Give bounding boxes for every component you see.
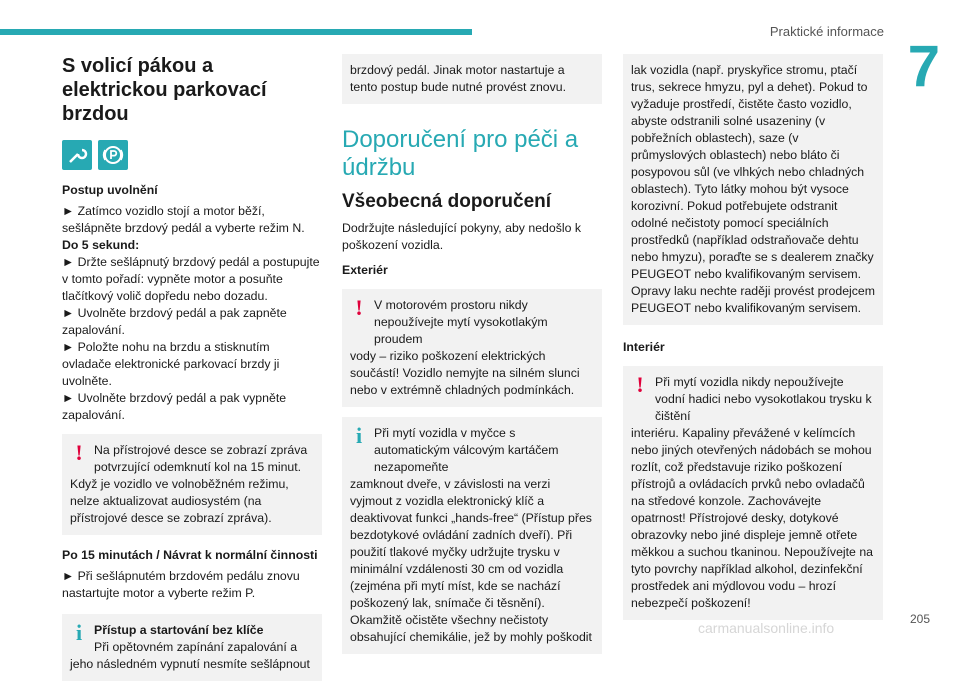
warning-box <box>62 434 322 535</box>
step-text: ► Položte nohu na brzdu a stisknutím ovladače elektronické parkovací brzdy ji uvolněte. <box>62 340 280 388</box>
step-text: ► Zatímco vozidlo stojí a motor běží, sešlápněte brzdový pedál a vyberte režim N. <box>62 204 305 235</box>
section-heading: S volicí pákou a elektrickou parkovací brzdou <box>62 55 267 125</box>
interior-heading: Interiér <box>623 340 665 354</box>
column-2 <box>342 54 602 664</box>
step-text: ► Uvolněte brzdový pedál a pak zapněte zapalování. <box>62 306 287 337</box>
info-text: Při mytí vozidla v myčce s automatickým válcovým kartáčem nezapomeňte <box>374 426 559 474</box>
intro-text: Dodržujte následující pokyny, aby nedošlo k poškození vozidla. <box>342 221 582 252</box>
step-text: ► Držte sešlápnutý brzdový pedál a postupujte v tomto pořadí: vypněte motor a posuňte tlačítkový volič dopředu nebo dozadu. <box>62 255 320 303</box>
warning-text: vody – riziko poškození elektrických součástí! Vozidlo nemyjte na silném slunci nebo v extrémně chladných podmínkách. <box>350 349 580 397</box>
continuation-text: brzdový pedál. Jinak motor nastartuje a tento postup bude nutné provést znovu. <box>350 63 567 94</box>
info-box <box>62 614 322 681</box>
continuation-box <box>623 54 883 325</box>
warning-text: V motorovém prostoru nikdy nepoužívejte mytí vysokotlakým proudem <box>374 298 548 346</box>
warning-text: Při mytí vozidla nikdy nepoužívejte vodní hadici nebo vysokotlakou trysku k čištění <box>655 375 872 423</box>
watermark: carmanualsonline.info <box>698 620 835 636</box>
info-icon: i <box>75 620 83 645</box>
warning-text: Na přístrojové desce se zobrazí zpráva potvrzující odemknutí kol na 15 minut. <box>94 443 308 474</box>
column-3 <box>623 54 883 630</box>
chapter-heading: Doporučení pro péči a údržbu <box>342 126 579 181</box>
top-accent-bar <box>0 29 472 35</box>
release-heading: Postup uvolnění <box>62 183 158 197</box>
info-box <box>342 417 602 654</box>
info-icon: i <box>355 423 363 448</box>
step-text: ► Uvolněte brzdový pedál a pak vypněte zapalování. <box>62 391 287 422</box>
info-title: Přístup a startování bez klíče <box>94 623 264 637</box>
warning-icon: ! <box>636 372 644 397</box>
column-1 <box>62 54 322 691</box>
parking-brake-icon <box>98 140 128 170</box>
icon-row <box>62 140 322 170</box>
warning-icon: ! <box>75 440 83 465</box>
info-text: jeho následném vypnutí nesmíte sešlápnout <box>70 657 310 671</box>
continuation-text: lak vozidla (např. pryskyřice stromu, ptačí trus, sekrece hmyzu, pyl a dehet). Pokud to vyžaduje prostředí, čistěte často vozidlo, abyste odstranili solné usazeniny (v pobřežních oblastech), saze (v průmyslových oblastech) nebo bláto či posypovou sůl (ve vlhkých nebo chladných oblastech). Tyto látky mohou být vysoce korozivní. Pokud potřebujete odstranit odolné nečistoty pomocí speciálních prostředků (například odstraňovače dehtu nebo hmyzu), poraďte se s dealerem značky PEUGEOT nebo kvalifikovaným servisem. Opravy laku nechte raději provést prodejcem PEUGEOT nebo kvalifikovaným servisem. <box>631 63 876 315</box>
warning-box <box>342 289 602 407</box>
step-text: ► Při sešlápnutém brzdovém pedálu znovu nastartujte motor a vyberte režim P. <box>62 569 300 600</box>
timing-label: Do 5 sekund: <box>62 238 140 252</box>
after-heading: Po 15 minutách / Návrat k normální činnosti <box>62 548 318 562</box>
subsection-heading: Všeobecná doporučení <box>342 191 552 212</box>
exterior-heading: Exteriér <box>342 263 388 277</box>
warning-text: Když je vozidlo ve volnoběžném režimu, nelze aktualizovat audiosystém (na přístrojové desce se zobrazí zpráva). <box>70 477 289 525</box>
wrench-icon <box>62 140 92 170</box>
info-text: zamknout dveře, v závislosti na verzi vyjmout z vozidla elektronický klíč a deaktivovat funkci „hands-free“ (Přístup přes bezdotykové ovládání zadních dveří). Při použití tlakové myčky udržujte trysku v minimální vzdálenosti 30 cm od vozidla (zejména při mytí míst, kde se nachází poškozený lak, snímače či těsnění). Okamžitě očistěte všechny nečistoty obsahující chemikálie, jež by mohly poškodit <box>350 477 592 644</box>
section-title: Praktické informace <box>769 24 884 39</box>
continuation-box <box>342 54 602 104</box>
info-text: Při opětovném zapínání zapalování a <box>94 640 298 654</box>
chapter-number: 7 <box>907 34 940 99</box>
warning-text: interiéru. Kapaliny převážené v kelímcích nebo jiných otevřených nádobách se mohou rozlít, což představuje riziko poškození přístrojů a ovládacích prvků nebo ovladačů na středové konzole. Zachovávejte opatrnost! Přístrojové desky, dotykové obrazovky nebo jiné displeje jemně otřete měkkou a suchou tkaninou. Nepoužívejte na tyto povrchy například alkohol, dezinfekční prostředek ani mýdlovou vodu – hrozí nebezpečí poškození! <box>631 426 873 610</box>
page-number: 205 <box>909 612 930 626</box>
warning-icon: ! <box>355 295 363 320</box>
warning-box <box>623 366 883 620</box>
